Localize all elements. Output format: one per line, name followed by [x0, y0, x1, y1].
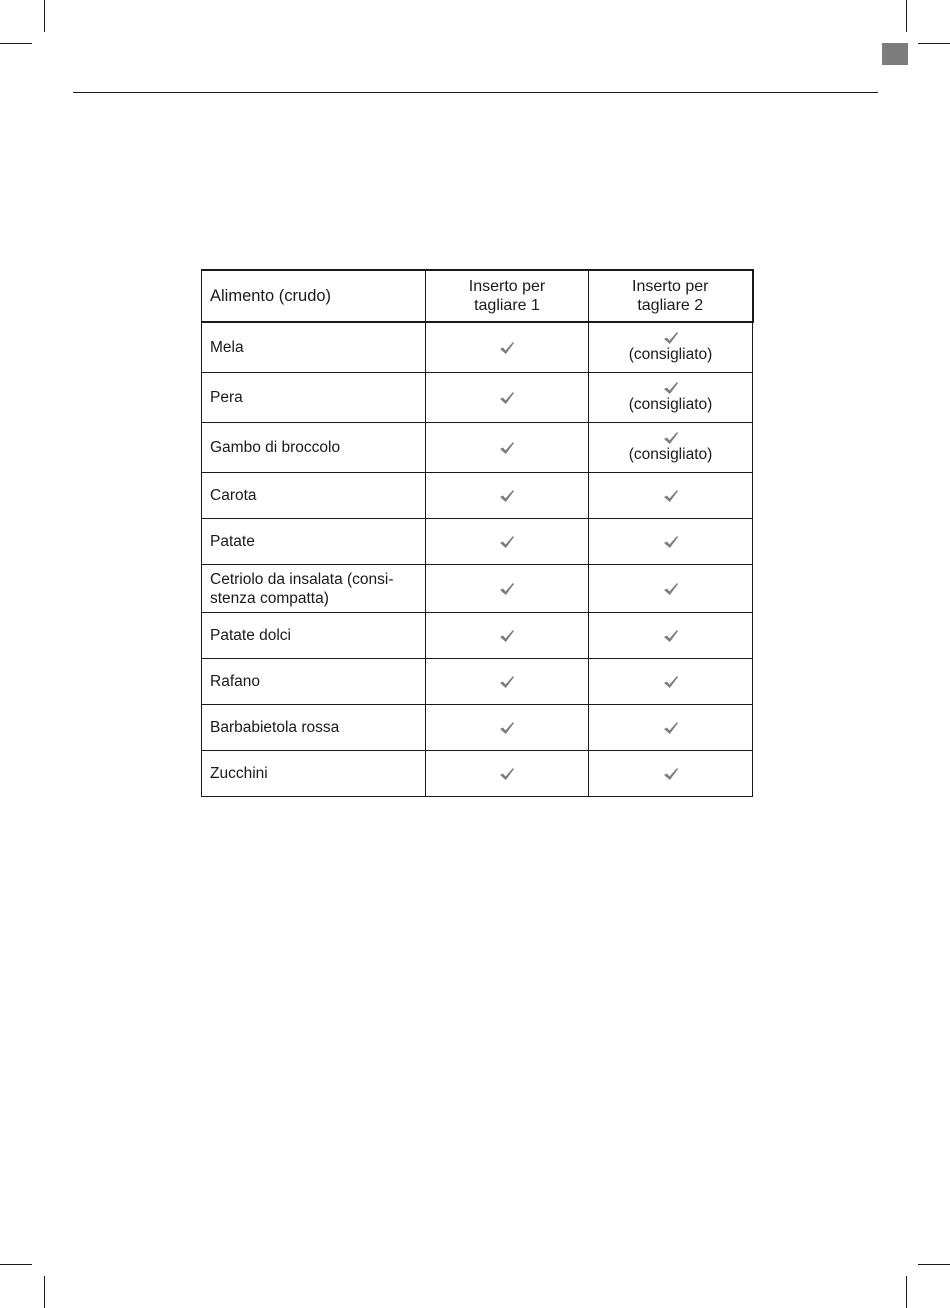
check-icon — [663, 431, 679, 445]
insert-1-cell — [426, 565, 589, 613]
recommended-note: (consigliato) — [628, 396, 713, 413]
insert-2-cell — [589, 705, 753, 751]
table-header-row — [202, 270, 753, 322]
check-icon — [663, 331, 679, 345]
insert-2-cell — [589, 423, 753, 473]
insert-2-cell — [589, 322, 753, 373]
crop-mark — [918, 1264, 950, 1265]
check-icon — [663, 582, 679, 596]
check-icon — [499, 391, 515, 405]
table-row — [202, 565, 753, 613]
header-rule — [73, 92, 878, 93]
recommended-note: (consigliato) — [628, 446, 713, 463]
table-row — [202, 473, 753, 519]
check-icon — [663, 381, 679, 395]
table-row — [202, 373, 753, 423]
insert-1-cell — [426, 613, 589, 659]
crop-mark — [0, 1264, 32, 1265]
food-name: Carota — [202, 473, 426, 519]
check-icon — [499, 721, 515, 735]
crop-mark — [906, 0, 907, 32]
insert-1-cell — [426, 751, 589, 797]
insert-2-cell — [589, 751, 753, 797]
check-icon — [499, 535, 515, 549]
crop-mark — [0, 43, 32, 44]
table-row — [202, 705, 753, 751]
check-icon — [663, 767, 679, 781]
check-icon — [663, 721, 679, 735]
check-icon — [499, 629, 515, 643]
crop-mark — [906, 1276, 907, 1308]
table-row — [202, 423, 753, 473]
insert-2-cell — [589, 519, 753, 565]
insert-1-column-header: Inserto per tagliare 1 — [426, 270, 589, 322]
check-icon — [663, 629, 679, 643]
check-icon — [499, 441, 515, 455]
check-icon — [663, 675, 679, 689]
insert-1-cell — [426, 322, 589, 373]
insert-2-cell — [589, 565, 753, 613]
insert-2-cell — [589, 659, 753, 705]
table-row — [202, 519, 753, 565]
check-icon — [499, 489, 515, 503]
insert-1-cell — [426, 519, 589, 565]
check-icon — [499, 675, 515, 689]
section-tab-marker — [882, 43, 908, 65]
crop-mark — [44, 0, 45, 32]
crop-mark — [44, 1276, 45, 1308]
food-insert-table — [201, 269, 754, 797]
insert-2-cell — [589, 373, 753, 423]
food-name: Patate dolci — [202, 613, 426, 659]
food-name: Zucchini — [202, 751, 426, 797]
recommended-note: (consigliato) — [628, 346, 713, 363]
insert-2-column-header: Inserto per tagliare 2 — [589, 270, 753, 322]
food-name: Rafano — [202, 659, 426, 705]
insert-1-cell — [426, 473, 589, 519]
table-row — [202, 322, 753, 373]
food-name: Pera — [202, 373, 426, 423]
check-icon — [499, 767, 515, 781]
check-icon — [499, 341, 515, 355]
food-name: Mela — [202, 322, 426, 373]
insert-1-cell — [426, 373, 589, 423]
table-row — [202, 613, 753, 659]
insert-1-cell — [426, 659, 589, 705]
food-name: Cetriolo da insalata (consi- stenza compatta) — [202, 565, 426, 613]
food-column-header: Alimento (crudo) — [202, 270, 426, 322]
insert-2-cell — [589, 613, 753, 659]
table-row — [202, 659, 753, 705]
crop-mark — [918, 43, 950, 44]
insert-2-cell — [589, 473, 753, 519]
insert-1-cell — [426, 423, 589, 473]
table-row — [202, 751, 753, 797]
insert-1-cell — [426, 705, 589, 751]
food-name: Gambo di broccolo — [202, 423, 426, 473]
check-icon — [663, 535, 679, 549]
food-name: Barbabietola rossa — [202, 705, 426, 751]
check-icon — [663, 489, 679, 503]
food-name: Patate — [202, 519, 426, 565]
check-icon — [499, 582, 515, 596]
